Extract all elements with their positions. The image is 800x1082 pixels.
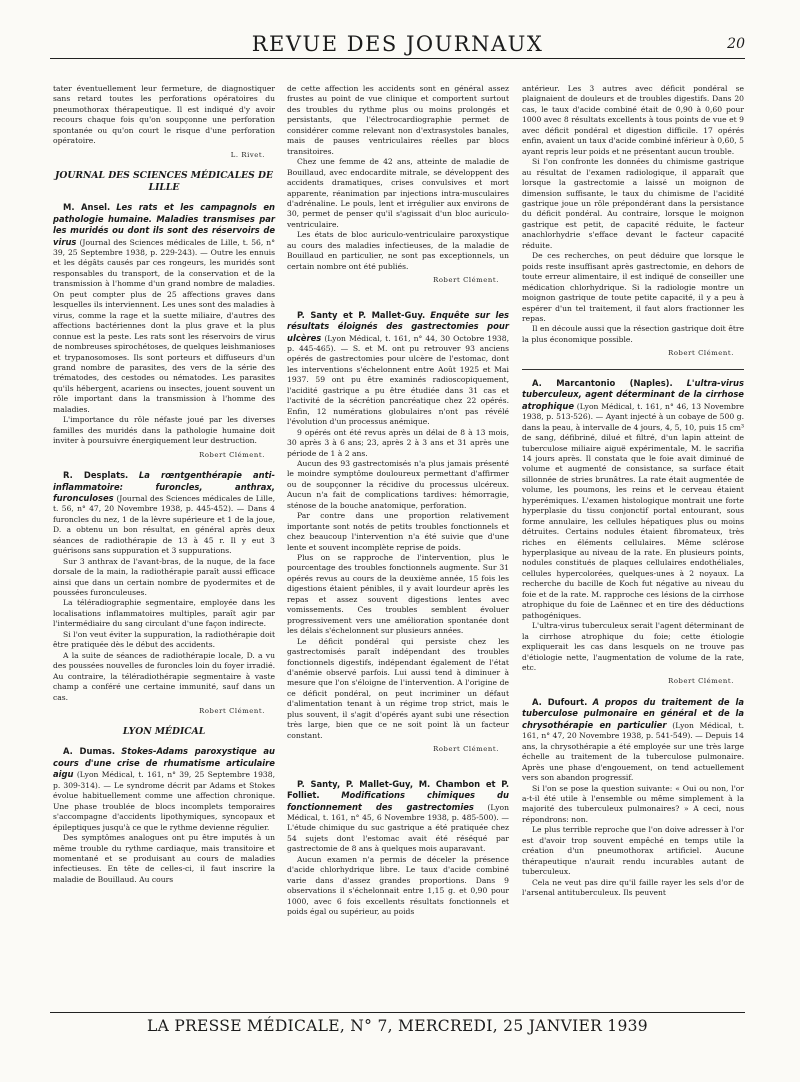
author-signature: Robert Clément. bbox=[668, 349, 734, 358]
paragraph: A la suite de séances de radiothérapie locale, D. a vu des poussées nouvelles de furoncles loin du foyer irradié. Au contraire, la téléradiothérapie segmentaire à vaste champ a conféré une certaine immunité, sauf dans un cas. bbox=[53, 650, 275, 702]
article-title: La rœntgenthérapie anti-inflammatoire: furoncles, anthrax, furonculoses bbox=[53, 470, 275, 503]
paragraph: de cette affection les accidents sont en général assez frustes au point de vue clinique et comportent surtout des troubles du rythme plus ou moins prolongés et persistants, que l'électrocardiographie permet de considérer comme relevant non d'extrasystoles banales, mais de pauses ventriculaires réelles par blocs transitoires. bbox=[287, 84, 509, 156]
paragraph: Sur 3 anthrax de l'avant-bras, de la nuque, de la face dorsale de la main, la radiothérapie paraît aussi efficace ainsi que dans un certain nombre de pyodermites et de poussées furonculeuses. bbox=[53, 556, 275, 598]
footer-rule bbox=[50, 1012, 745, 1013]
article-title: Enquête sur les résultats éloignés des gastrectomies pour ulcères bbox=[287, 309, 509, 343]
paragraph: Cela ne veut pas dire qu'il faille rayer les sels d'or de l'arsenal antituberculeux. Ils peuvent bbox=[522, 877, 744, 898]
article-author: P. Santy et P. Mallet-Guy. bbox=[297, 309, 426, 320]
article-body: (Lyon Médical, t. 161, n° 45, 6 Novembre 1938, p. 485-500). — L'étude chimique du suc gastrique a été pratiquée chez 54 sujets dont l'estomac avait été réséqué par gastrectomie de 8 ans à quelques mois auparavant. bbox=[287, 802, 509, 854]
paragraph: Aucun des 93 gastrectomisés n'a plus jamais présenté le moindre symptôme douloureux permettant d'affirmer ou de soupçonner la récidive du processus ulcéreux. Aucun n'a fait de complications tardives: hémorragie, sténose de la bouche anatomique, perforation. bbox=[287, 458, 509, 510]
page-title: REVUE DES JOURNAUX bbox=[251, 32, 544, 56]
article-abstract bbox=[522, 378, 744, 621]
author-signature: Robert Clément. bbox=[433, 745, 499, 754]
article-title: L'ultra-virus tuberculeux, agent déterminant de la cirrhose atrophique bbox=[522, 377, 744, 411]
article-author: R. Desplats. bbox=[63, 470, 129, 481]
article-body: (Lyon Médical, t. 161, n° 47, 20 Novembre 1938, p. 541-549). — Depuis 14 ans, la chrysothérapie a été employée sur une très large échelle au traitement de la tuberculose pulmonaire. Après une phase d'engouement, on tend actuellement vers son abandon progressif. bbox=[522, 720, 744, 783]
journal-heading: LYON MÉDICAL bbox=[122, 726, 206, 738]
paragraph: antérieur. Les 3 autres avec déficit pondéral se plaignaient de douleurs et de troubles digestifs. Dans 20 cas, le taux d'acide combiné était de 0,90 à 0,60 pour 1000 avec 8 résultats excellents à tous points de vue et 9 avec déficit pondéral et digestion difficile. 17 opérés enfin, avaient un taux d'acide combiné inférieur à 0,60, 5 ayant repris leur poids et ne présentant aucun trouble. bbox=[522, 84, 744, 156]
paragraph: tater éventuellement leur fermeture, de diagnostiquer sans retard toutes les perforations opératoires du pneumothorax thérapeutique. Il est indiqué d'y avoir recours chaque fois qu'on soupçonne une perforation spontanée ou qu'on court le risque d'une perforation opératoire. bbox=[53, 84, 275, 146]
author-signature: Robert Clément. bbox=[668, 677, 734, 686]
paragraph: Si l'on veut éviter la suppuration, la radiothérapie doit être pratiquée dès le début des accidents. bbox=[53, 629, 275, 650]
page-header bbox=[50, 30, 745, 59]
paragraph: Si l'on confronte les données du chimisme gastrique au résultat de l'examen radiologique, il apparaît que lorsque la gastrectomie a laissé un moignon de dimension suffisante, le taux du chimisme de l'acidité gastrique joue un rôle prépondérant dans la persistance du déficit pondéral. Au contraire, lorsque le moignon gastrique est petit, de capacité réduite, le facteur anachlorhydrie s'efface devant le facteur capacité réduite. bbox=[522, 157, 744, 250]
paragraph: Le plus terrible reproche que l'on doive adresser à l'or est d'avoir trop souvent empêché en temps utile la création d'un pneumothorax artificiel. Aucune thérapeutique n'aurait rendu incurables autant de tuberculeux. bbox=[522, 825, 744, 877]
article-body: (Lyon Médical, t. 161, n° 46, 13 Novembre 1938, p. 513-526). — Ayant injecté à un cobaye de 500 g. dans la peau, à intervalle de 4 jours, 4, 5, 10, puis 15 cm³ de sang, défibriné, dilué et filtré, d'un lapin atteint de tuberculose miliaire aiguë expérimentale, M. le sacrifia 14 jours après. Il constata que le foie avait diminué de volume et augmenté de consistance, sa surface était sillonnée de stries brunâtres. La rate était augmentée de volume, les poumons, les reins et le cerveau étaient hyperémiques. L'examen histologique montrait une forte hyperplasie du tissu conjonctif portal entourant, sous forme annulaire, les cellules hépatiques plus ou moins détruites. Certains nodules étaient fibromateux, très riches en éléments cellulaires. Même sclérose hyperplasique au niveau de la rate. En plusieurs points, nodules constitués de plaques cellulaires endothéliales, cellules hypercolorées, quelques-unes à 2 noyaux. La recherche du bacille de Koch fut négative au niveau du foie et de la rate. M. rapproche ces lésions de la cirrhose atrophique du foie de Laënnec et en tire des déductions pathogéniques. bbox=[522, 401, 744, 620]
paragraph: Chez une femme de 42 ans, atteinte de maladie de Bouillaud, avec endocardite mitrale, se développent des accidents dramatiques, crises convulsives et mort apparente, réanimation par injections intra-musculaires d'adrénaline. Le pouls, lent et irrégulier aux environs de 30, permet de penser qu'il s'agissait d'un bloc auriculo-ventriculaire. bbox=[287, 157, 509, 229]
article-author: A. Dumas. bbox=[63, 746, 116, 757]
paragraph: Plus on se rapproche de l'intervention, plus le pourcentage des troubles fonctionnels augmente. Sur 31 opérés revus au cours de la deuxième année, 15 fois les digestions étaient pénibles, il y avait lourdeur après les repas et assez souvent digestions lentes avec vomissements. Ces troubles semblent évoluer progressivement vers une amélioration spontanée dont les délais s'échelonnent sur plusieurs années. bbox=[287, 553, 509, 636]
article-body: (Journal des Sciences médicales de Lille, t. 56, n° 39, 25 Septembre 1938, p. 229-243). — Outre les ennuis et les dégâts causés par ces rongeurs, les muridés sont responsables du transport, de la conservation et de la transmission à l'homme d'un grand nombre de maladies. On peut compter plus de 25 affections graves dans lesquelles ils interviennent. Les unes sont des maladies à virus, comme la rage et la suette miliaire, d'autres des affections bactériennes dont la plus grave et la plus connue est la peste. Les rats sont les réservoirs de virus de nombreuses spirochétoses, de quelques leishmanioses et trypanosomoses. Ils sont porteurs et diffuseurs d'un grand nombre de parasites, des vers de la série des trématodes, des cestodes ou nématodes. Les parasites qu'ils hébergent, acariens ou insectes, jouent souvent un rôle important dans la transmission à l'homme des maladies. bbox=[53, 237, 275, 414]
page-footer: LA PRESSE MÉDICALE, N° 7, MERCREDI, 25 JANVIER 1939 bbox=[147, 1017, 648, 1035]
author-signature: Robert Clément. bbox=[433, 276, 499, 285]
author-signature: Robert Clément. bbox=[199, 707, 265, 716]
article-abstract bbox=[287, 779, 509, 855]
article-abstract bbox=[53, 202, 275, 415]
author-signature: L. Rivet. bbox=[230, 150, 265, 159]
paragraph: 9 opérés ont été revus après un délai de 8 à 13 mois, 30 après 3 à 6 ans; 23, après 2 à 3 ans et 31 après une période de 1 à 2 ans. bbox=[287, 427, 509, 458]
section-divider bbox=[522, 369, 744, 370]
journal-heading: JOURNAL DES SCIENCES MÉDICALES DE LILLE bbox=[55, 170, 273, 194]
article-abstract bbox=[522, 697, 744, 784]
article-body: (Lyon Médical, t. 161, n° 44, 30 Octobre 1938, p. 445-465). — S. et M. ont pu retrouver 93 anciens opérés de gastrectomies pour ulcère de l'estomac, dont les interventions s'échelonnent entre Août 1925 et Mai 1937. 59 ont pu être examinés radioscopiquement, l'acidité gastrique a pu être étudiée dans 31 cas et l'activité de la sécrétion pancréatique chez 22 opérés. Enfin, 12 numérations globulaires n'ont pas révélé l'évolution d'un processus anémique. bbox=[287, 333, 509, 427]
article-title: A propos du traitement de la tuberculose pulmonaire en général et de la chrysothérapie en particulier bbox=[522, 696, 744, 730]
article-title: Modifications chimiques du fonctionnement des gastrectomies bbox=[287, 790, 510, 812]
article-abstract bbox=[287, 310, 509, 428]
paragraph: Si l'on se pose la question suivante: « Oui ou non, l'or a-t-il été utile à l'ensemble ou même simplement à la majorité des tuberculeux pulmonaires? » A ceci, nous répondrons: non. bbox=[522, 783, 744, 824]
paragraph: Aucun examen n'a permis de déceler la présence d'acide chlorhydrique libre. Le taux d'acide combiné varie dans d'assez grandes proportions. Dans 9 observations il s'échelonnait entre 1,15 g. et 0,90 pour 1000, avec 6 fois excellents résultats fonctionnels et poids égal ou supérieur, au poids bbox=[287, 854, 509, 917]
paragraph: Il en découle aussi que la résection gastrique doit être la plus économique possible. bbox=[522, 324, 744, 344]
section-gap bbox=[287, 296, 509, 310]
article-title: Les rats et les campagnols en pathologie humaine. Maladies transmises par les muridés ou dont ils sont des réservoirs de virus bbox=[53, 202, 275, 247]
article-author: M. Ansel. bbox=[63, 202, 111, 213]
column-1 bbox=[53, 84, 275, 885]
paragraph: L'ultra-virus tuberculeux serait l'agent déterminant de la cirrhose atrophique du foie; cette étiologie expliquerait les cas dans lesquels on ne trouve pas d'étiologie nette, l'augmentation de volume de la rate, etc. bbox=[522, 621, 744, 673]
paragraph: Le déficit pondéral qui persiste chez les gastrectomisés paraît indépendant des troubles fonctionnels digestifs, indépendant également de l'état d'anémie observé parfois. Lui aussi tend à diminuer à mesure que l'on s'éloigne de l'intervention. A l'origine de ce déficit pondéral, on peut incriminer un défaut d'alimentation tenant à un régime trop strict, mais le plus souvent, il s'agit d'opérés ayant subi une résection très large, bien que ce ne soit point là un facteur constant. bbox=[287, 636, 509, 740]
page-number: 20 bbox=[727, 36, 745, 52]
paragraph: Par contre dans une proportion relativement importante sont notés de petits troubles fonctionnels et chez beaucoup l'intervention n'a été suivie que d'une lente et souvent incomplète reprise de poids. bbox=[287, 511, 509, 552]
article-title: Stokes-Adams paroxystique au cours d'une crise de rhumatisme articulaire aigu bbox=[53, 746, 275, 780]
paragraph: De ces recherches, on peut déduire que lorsque le poids reste insuffisant après gastrectomie, en dehors de toute erreur alimentaire, il est indiqué de conseiller une médication chlorhydrique. Si la radiologie montre un moignon gastrique de toute petite capacité, il y a peu à espérer d'un tel traitement, il faut alors fractionner les repas. bbox=[522, 251, 744, 323]
author-signature: Robert Clément. bbox=[199, 450, 265, 459]
section-gap bbox=[287, 765, 509, 779]
paragraph: Les états de bloc auriculo-ventriculaire paroxystique au cours des maladies infectieuses, de la maladie de Bouillaud en particulier, ne sont pas exceptionnels, un certain nombre ont été publiés. bbox=[287, 230, 509, 271]
article-author: A. Dufourt. bbox=[532, 696, 588, 707]
column-2 bbox=[287, 84, 509, 918]
paragraph: L'importance du rôle néfaste joué par les diverses familles des muridés dans la pathologie humaine doit inviter à poursuivre énergiquement leur destruction. bbox=[53, 415, 275, 446]
article-abstract bbox=[53, 746, 275, 833]
column-3 bbox=[522, 84, 744, 899]
article-author: A. Marcantonio (Naples). bbox=[532, 377, 673, 388]
article-author: P. Santy, P. Mallet-Guy, M. Chambon et P. Folliet. bbox=[287, 778, 509, 801]
paragraph: La téléradiographie segmentaire, employée dans les localisations inflammatoires multiples, paraît agir par l'intermédiaire du sang circulant d'une façon indirecte. bbox=[53, 598, 275, 629]
article-abstract bbox=[53, 470, 275, 557]
article-body: (Journal des Sciences médicales de Lille, t. 56, n° 47, 20 Novembre 1938, p. 445-452). — Dans 4 furoncles du nez, 1 de la lèvre supérieure et 1 de la joue, D. a obtenu un bon résultat, en général après deux séances de radiothérapie de 13 à 45 r. Il y eut 3 guérisons sans suppuration et 3 suppurations. bbox=[53, 493, 276, 556]
paragraph: Des symptômes analogues ont pu être imputés à un même trouble du rythme cardiaque, mais transitoire et momentané et se produisant au cours de maladies infectieuses. En tête de celles-ci, il faut inscrire la maladie de Bouillaud. Au cours bbox=[53, 833, 275, 884]
article-body: (Lyon Médical, t. 161, n° 39, 25 Septembre 1938, p. 309-314). — Le syndrome décrit par Adams et Stokes évolue habituellement comme une affection chronique. Une phase troublée de blocs incomplets temporaires s'accompagne d'accidents lipothymiques, syncopaux et épileptiques jusqu'à ce que le rythme devienne régulier. bbox=[53, 770, 275, 832]
